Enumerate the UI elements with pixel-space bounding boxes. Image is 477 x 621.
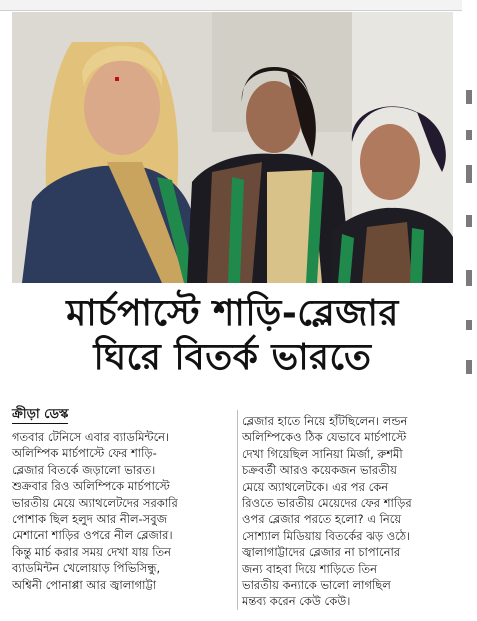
page-edge-strip [462,0,477,621]
headline-line-2: ঘিরে বিতর্ক ভারতে [93,337,372,378]
article-column-1 [12,429,232,593]
column-line: ব্যাডমিন্টন খেলোয়াড় পিভিসিন্ধু, [12,561,161,576]
headline-line-1: মার্চপাস্টে শাড়ি-ব্লেজার [66,293,399,334]
column-line: সোশ্যাল মিডিয়ায় বিতর্কের ঝড় ওঠে। [242,528,411,543]
column-line: অলিম্পিক মার্চপাস্টে ফের শাড়ি- [12,446,157,461]
edge-text-fragment [466,130,472,140]
edge-text-fragment [466,320,472,330]
column-line: চক্রবর্তী আরও কয়েকজন ভারতীয় [242,463,397,478]
byline: ক্রীড়া ডেস্ক [12,407,69,422]
column-line: জ্বালাগাট্টাদের ব্লেজার না চাপানোর [242,545,401,560]
column-line: গতবার টেনিসে এবার ব্যাডমিন্টনে। [12,430,170,444]
column-line: অশ্বিনী পোনাপ্পা আর জ্বালাগাট্টা [12,577,157,592]
column-line: ভারতীয় মেয়ে অ্যাথলেটদের সরকারি [12,495,178,510]
column-line: ব্লেজার বিতর্কে জড়ালো ভারত। [12,462,156,477]
edge-text-fragment [466,215,472,227]
column-line: মন্তব্য করেন কেউ কেউ। [242,594,351,609]
column-line: শুক্রবার রিও অলিম্পিকে মার্চপাস্টে [12,479,170,494]
edge-text-fragment [466,360,472,374]
news-photo [12,12,453,283]
article-headline [12,292,453,380]
column-line: ওপর ব্লেজার পরতে হলো? এ নিয়ে [242,512,402,527]
edge-text-fragment [466,90,472,104]
column-line: মেয়ে অ্যাথলেটকে। এর পর কেন [242,479,389,494]
page-top-strip [0,0,477,11]
column-line: রিওতে ভারতীয় মেয়েদের ফের শাড়ির [242,496,412,511]
edge-text-fragment [466,270,472,286]
column-divider [237,410,238,610]
column-line: ব্লেজার হাতে নিয়ে হাঁটছিলেন। লন্ডন [242,414,408,428]
column-line: দেখা গিয়েছিল সানিয়া মির্জা, রুশমী [242,446,403,461]
column-line: পোশাক ছিল হলুদ আর নীল-সবুজ [12,512,167,527]
column-line: অলিম্পিকেও ঠিক যেভাবে মার্চপাস্টে [242,430,407,445]
column-line: মেশানো শাড়ির ওপরে নীল ব্লেজার। [12,528,173,543]
column-line: জন্য বাহবা দিয়ে শাড়িতে তিন [242,561,378,576]
column-line: ভারতীয় কন্যাকে ভালো লাগছিল [242,578,391,593]
article-column-2 [242,413,456,610]
column-line: কিন্তু মার্চ করার সময় দেখা যায় তিন [12,544,172,559]
edge-text-fragment [466,165,472,183]
